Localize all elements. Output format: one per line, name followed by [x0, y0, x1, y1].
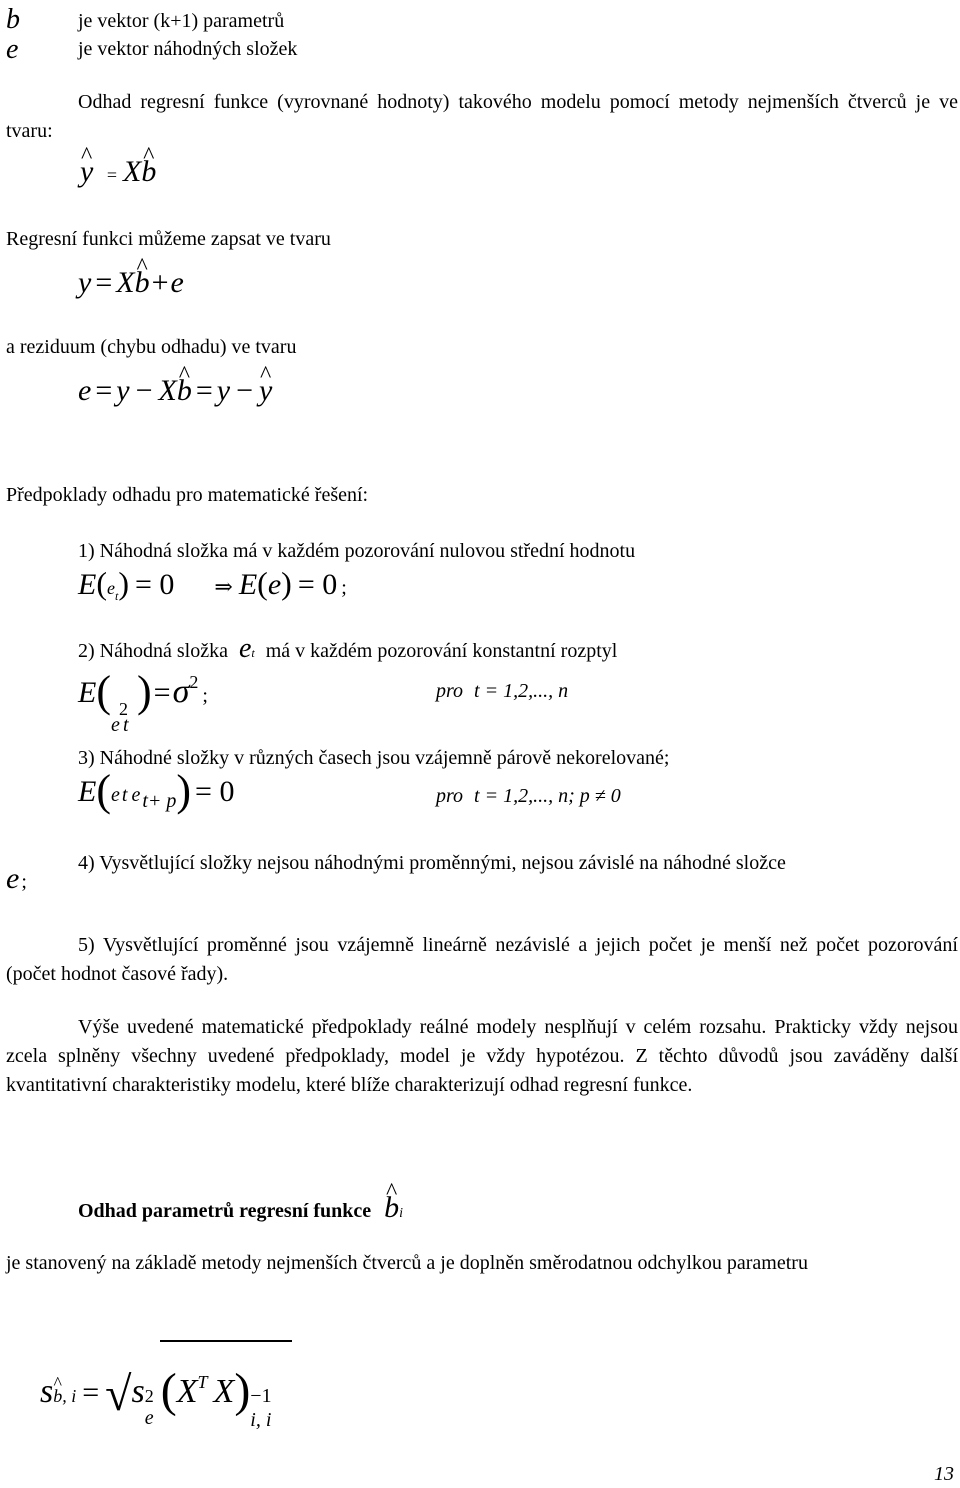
a3-e2: e — [131, 784, 141, 806]
eq1-equals: = — [106, 165, 117, 185]
a2-semicolon: ; — [202, 685, 208, 707]
a2-text-before: 2) Náhodná složka — [78, 640, 228, 662]
assumption-3-formula: E(e t e $_{t+ p}$) = 0 — [78, 766, 235, 815]
eqf-inv: −1 — [250, 1385, 272, 1407]
para-regression-function: Regresní funkci můžeme zapsat ve tvaru — [6, 228, 331, 250]
a2-sq: 2 — [118, 699, 128, 719]
eqf-X1: X — [176, 1373, 198, 1410]
a2-sq2: 2 — [189, 672, 199, 692]
eq3-yhat: ^ y — [259, 374, 272, 408]
para-residual: a reziduum (chybu odhadu) ve tvaru — [6, 336, 297, 358]
a2-symbol-e: e — [238, 633, 252, 664]
a2-E: E — [78, 676, 97, 709]
a1-t: t — [114, 589, 119, 603]
assumption-4-text: 4) Vysvětlující složky nejsou náhodnými proměnnými, nejsou závislé na náhodné složce — [78, 852, 786, 874]
a2-pro: pro — [436, 680, 464, 702]
a2-sub-t: t — [251, 646, 255, 660]
eq2-bhat: ^ b — [135, 266, 150, 300]
equation-std-error: s^ b, i = √s 2 e ($X^T$ X) −1 i, i — [40, 1362, 286, 1416]
eq3-minus-2: − — [236, 374, 253, 407]
heading-sub-i: i — [399, 1206, 404, 1221]
eqf-X2: X — [213, 1373, 235, 1410]
a3-pro: pro — [436, 785, 464, 807]
assumption-4-symbol — [6, 862, 27, 896]
eqf-T: T — [197, 1372, 208, 1392]
assumptions-intro: Předpoklady odhadu pro matematické řešení: — [6, 484, 369, 506]
para-assumptions-remark: Výše uvedené matematické předpoklady reálné modely nesplňují v celém rozsahu. Prakticky vždy nejsou zcela splněny všechny uvedené předpoklady, model je vždy hypotézou. Z těchto důvodů jsou zaváděny další kvantitativní charakteristiky modelu, které blíže charakterizují odhad regresní funkce. — [6, 1016, 958, 1096]
eq1-bhat: ^ b — [141, 155, 156, 189]
a1-E1: E — [78, 568, 97, 601]
assumption-2-formula: E( e t 2 )$=\sigma^2$; — [78, 665, 208, 713]
eq3-y-2: y — [216, 374, 231, 407]
assumption-3-text: 3) Náhodné složky v různých časech jsou vzájemně párově nekorelované; — [78, 747, 670, 769]
sqrt-overbar — [160, 1340, 292, 1342]
a1-e1: e — [106, 578, 115, 598]
eq3-e: e — [78, 374, 92, 407]
a3-cond: t = 1,2,..., n; p ≠ 0 — [474, 785, 621, 807]
a3-E: E — [78, 775, 97, 808]
eq3-bhat: ^ b — [177, 374, 192, 408]
page-number: 13 — [934, 1463, 954, 1485]
heading-bhat: ^ b — [384, 1196, 399, 1220]
a3-e1: e — [110, 784, 120, 806]
eq2-plus: + — [151, 266, 169, 299]
a3-eq: = 0 — [195, 775, 235, 808]
a2-sigma: σ — [172, 673, 190, 710]
eqf-sub-bhat: ^ b — [53, 1376, 62, 1416]
eq3-equals-2: = — [195, 374, 213, 407]
eqf-sq: 2 — [144, 1386, 154, 1406]
eq2-equals: = — [95, 266, 113, 299]
a4-e: e — [6, 862, 20, 895]
def-text-e: je vektor náhodných složek — [78, 38, 298, 60]
def-symbol-e: e — [6, 34, 19, 65]
a2-eq: = — [153, 676, 171, 709]
a2-text-after: má v každém pozorování konstantní rozptyl — [265, 640, 618, 662]
eq1-X: X — [122, 155, 142, 188]
para-parameter-estimate: je stanovený na základě metody nejmenších čtverců a je doplněn směrodatnou odchylkou parametru — [6, 1252, 808, 1274]
equation-regression — [78, 266, 184, 300]
assumption-2-condition — [436, 680, 568, 703]
a1-semicolon: ; — [341, 577, 347, 599]
eq2-y: y — [78, 266, 92, 299]
def-text-b: je vektor (k+1) parametrů — [78, 10, 285, 32]
eqf-equals: = — [82, 1376, 100, 1409]
a3-t1: t — [121, 784, 128, 806]
assumption-1-text: 1) Náhodná složka má v každém pozorování nulovou střední hodnotu — [78, 540, 636, 562]
assumption-2-text — [78, 633, 618, 665]
a3-t2: t+ p — [142, 790, 177, 812]
a1-E2: E — [238, 568, 258, 601]
eqf-s2: s — [131, 1373, 145, 1410]
eq2-X: X — [116, 266, 135, 299]
eqf-ii: i, i — [250, 1409, 272, 1431]
a1-arrow: ⇒ — [214, 574, 233, 599]
a2-t: t — [122, 714, 129, 736]
a2-e: e — [110, 714, 120, 736]
a2-cond: t = 1,2,..., n — [474, 680, 569, 702]
eq3-y: y — [116, 374, 130, 407]
eq2-e: e — [170, 266, 184, 299]
eq3-minus-1: − — [135, 374, 153, 407]
assumption-5-text: 5) Vysvětlující proměnné jsou vzájemně lineárně nezávislé a jejich počet je menší než počet pozorování (počet hodnot časové řady). — [6, 934, 958, 985]
a1-e2: e — [267, 568, 282, 601]
eq3-X: X — [158, 374, 177, 407]
a1-eq1: = 0 — [134, 568, 175, 601]
def-symbol-b: b — [6, 4, 20, 35]
heading-text: Odhad parametrů regresní funkce — [78, 1200, 372, 1222]
eq3-equals-1: = — [95, 374, 113, 407]
assumption-3-condition — [436, 785, 621, 808]
equation-estimate — [80, 155, 156, 192]
a4-semicolon: ; — [21, 871, 27, 893]
a1-eq2: = 0 — [297, 568, 338, 601]
eq1-yhat: ^ y — [80, 155, 93, 189]
para-estimate: Odhad regresní funkce (vyrovnané hodnoty) takového modelu pomocí metody nejmenších čtverců je ve tvaru: — [6, 91, 958, 142]
assumption-1-formula: $E(e_t) = 0$ ⇒ E(e) = 0 ; — [78, 565, 347, 603]
equation-residual — [78, 374, 272, 408]
eqf-s: s — [40, 1373, 54, 1410]
eqf-sub-i: , i — [62, 1386, 77, 1406]
eqf-e: e — [144, 1407, 154, 1429]
section-heading — [78, 1191, 404, 1226]
